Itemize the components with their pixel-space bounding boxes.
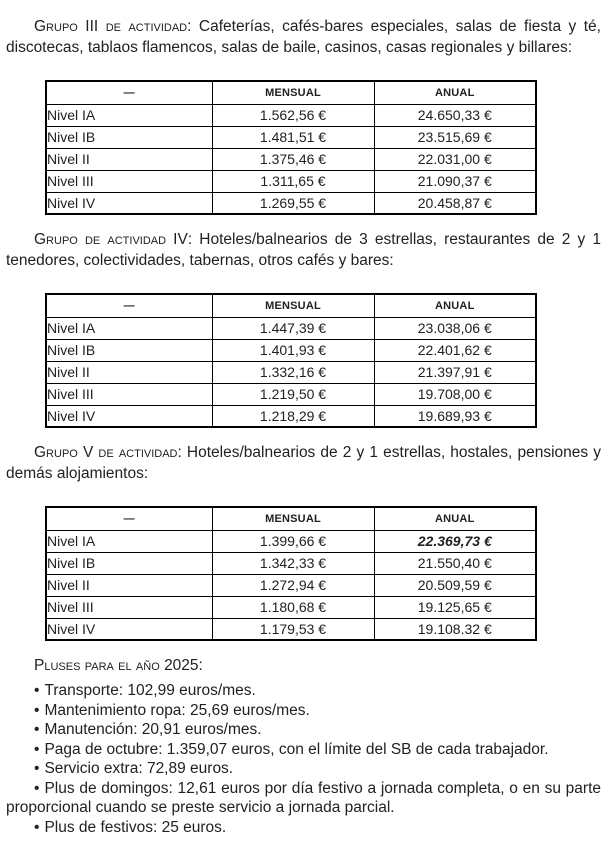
mensual-cell: 1.269,55 €: [212, 192, 374, 214]
header-mensual: MENSUAL: [212, 294, 374, 317]
level-cell: Nivel III: [46, 383, 212, 405]
bullet-icon: •: [34, 779, 40, 797]
level-cell: Nivel II: [46, 574, 212, 596]
table-row: [46, 596, 536, 618]
group-iii-heading-paragraph: [6, 16, 601, 58]
bullet-item-plus-domingos: [6, 779, 601, 818]
salary-table-grupo-iv: [45, 293, 537, 428]
anual-cell: 23.515,69 €: [374, 126, 536, 148]
table-header-row: [46, 507, 536, 530]
table-row: [46, 170, 536, 192]
header-placeholder: —: [46, 294, 212, 317]
header-anual: ANUAL: [374, 294, 536, 317]
header-anual: ANUAL: [374, 81, 536, 104]
anual-cell: 21.090,37 €: [374, 170, 536, 192]
bullet-icon: •: [34, 721, 40, 738]
group-iii-heading-rest: : Cafeterías, cafés-bares especiales, salas de fiesta y té, discotecas, tablaos flamencos, salas de baile, casinos, casas regionales y billares:: [6, 18, 601, 56]
salary-table-grupo-iii: [45, 80, 537, 215]
anual-cell: 19.689,93 €: [374, 405, 536, 427]
bullet-item-transporte: [6, 681, 601, 701]
level-cell: Nivel III: [46, 170, 212, 192]
header-anual: ANUAL: [374, 507, 536, 530]
bullet-text: Plus de domingos: 12,61 euros por día festivo a jornada completa, o en su parte proporcional cuando se preste servicio a jornada parcial.: [6, 779, 601, 816]
table-row: [46, 317, 536, 339]
bullet-icon: •: [34, 760, 40, 777]
table-row: [46, 405, 536, 427]
bullet-icon: •: [34, 818, 40, 836]
table-row: [46, 361, 536, 383]
bullet-text: Mantenimiento ropa: 25,69 euros/mes.: [44, 701, 310, 719]
bullet-text: Paga de octubre: 1.359,07 euros, con el límite del SB de cada trabajador.: [44, 740, 549, 758]
bullet-icon: •: [34, 740, 40, 758]
anual-cell: 19.108.32 €: [374, 618, 536, 640]
level-cell: Nivel IA: [46, 104, 212, 126]
bullet-text: Servicio extra: 72,89 euros.: [44, 760, 234, 777]
bullet-text: Transporte: 102,99 euros/mes.: [44, 682, 256, 699]
mensual-cell: 1.375,46 €: [212, 148, 374, 170]
anual-cell-emphasized: 22.369,73 €: [374, 530, 536, 552]
mensual-cell: 1.401,93 €: [212, 339, 374, 361]
anual-cell: 19.125,65 €: [374, 596, 536, 618]
mensual-cell: 1.399,66 €: [212, 530, 374, 552]
table-row: [46, 339, 536, 361]
bullet-item-servicio-extra: [6, 759, 601, 779]
anual-cell: 21.397,91 €: [374, 361, 536, 383]
table-header-row: [46, 81, 536, 104]
anual-cell: 20.458,87 €: [374, 192, 536, 214]
table-row: [46, 552, 536, 574]
level-cell: Nivel IB: [46, 126, 212, 148]
bullet-item-paga-octubre: [6, 740, 601, 760]
group-iv-heading-rest: : Hoteles/balnearios de 3 estrellas, restaurantes de 2 y 1 tenedores, colectividades, tabernas, otros cafés y bares:: [6, 231, 601, 269]
mensual-cell: 1.272,94 €: [212, 574, 374, 596]
mensual-cell: 1.481,51 €: [212, 126, 374, 148]
bullet-icon: •: [34, 701, 40, 719]
level-cell: Nivel IV: [46, 192, 212, 214]
mensual-cell: 1.219,50 €: [212, 383, 374, 405]
bullet-item-mantenimiento: [6, 701, 601, 721]
table-row: [46, 192, 536, 214]
level-cell: Nivel II: [46, 361, 212, 383]
header-placeholder: —: [46, 507, 212, 530]
mensual-cell: 1.218,29 €: [212, 405, 374, 427]
level-cell: Nivel IB: [46, 339, 212, 361]
anual-cell: 24.650,33 €: [374, 104, 536, 126]
header-placeholder: —: [46, 81, 212, 104]
header-mensual: MENSUAL: [212, 81, 374, 104]
level-cell: Nivel II: [46, 148, 212, 170]
bullet-item-plus-festivos: [6, 818, 601, 838]
anual-cell: 23.038,06 €: [374, 317, 536, 339]
bullet-text: Plus de festivos: 25 euros.: [44, 818, 227, 836]
level-cell: Nivel IA: [46, 317, 212, 339]
group-iii-heading-lead: Grupo III de actividad: [34, 18, 188, 35]
salary-table-grupo-v: [45, 506, 537, 641]
mensual-cell: 1.332,16 €: [212, 361, 374, 383]
table-header-row: [46, 294, 536, 317]
mensual-cell: 1.447,39 €: [212, 317, 374, 339]
anual-cell: 22.031,00 €: [374, 148, 536, 170]
group-v-heading-rest: : Hoteles/balnearios de 2 y 1 estrellas, hostales, pensiones y demás alojamientos:: [6, 444, 601, 482]
group-v-heading-paragraph: [6, 442, 601, 484]
table-row: [46, 383, 536, 405]
mensual-cell: 1.311,65 €: [212, 170, 374, 192]
table-row: [46, 574, 536, 596]
mensual-cell: 1.180,68 €: [212, 596, 374, 618]
mensual-cell: 1.342,33 €: [212, 552, 374, 574]
table-row: [46, 618, 536, 640]
mensual-cell: 1.562,56 €: [212, 104, 374, 126]
level-cell: Nivel IV: [46, 405, 212, 427]
level-cell: Nivel IV: [46, 618, 212, 640]
level-cell: Nivel IB: [46, 552, 212, 574]
group-iv-heading-lead: Grupo de actividad IV: [34, 231, 188, 248]
table-row: [46, 126, 536, 148]
anual-cell: 22.401,62 €: [374, 339, 536, 361]
table-row: [46, 104, 536, 126]
mensual-cell: 1.179,53 €: [212, 618, 374, 640]
anual-cell: 19.708,00 €: [374, 383, 536, 405]
table-row: [46, 530, 536, 552]
level-cell: Nivel IA: [46, 530, 212, 552]
group-v-heading-lead: Grupo V de actividad: [34, 444, 178, 461]
table-row: [46, 148, 536, 170]
group-iv-heading-paragraph: [6, 229, 601, 271]
bullet-item-manutencion: [6, 720, 601, 740]
header-mensual: MENSUAL: [212, 507, 374, 530]
pluses-heading-text: Pluses para el año 2025:: [34, 657, 203, 674]
pluses-heading: [6, 655, 601, 676]
pluses-list: [6, 681, 601, 837]
level-cell: Nivel III: [46, 596, 212, 618]
bullet-text: Manutención: 20,91 euros/mes.: [44, 721, 262, 738]
anual-cell: 20.509,59 €: [374, 574, 536, 596]
bullet-icon: •: [34, 682, 40, 699]
anual-cell: 21.550,40 €: [374, 552, 536, 574]
